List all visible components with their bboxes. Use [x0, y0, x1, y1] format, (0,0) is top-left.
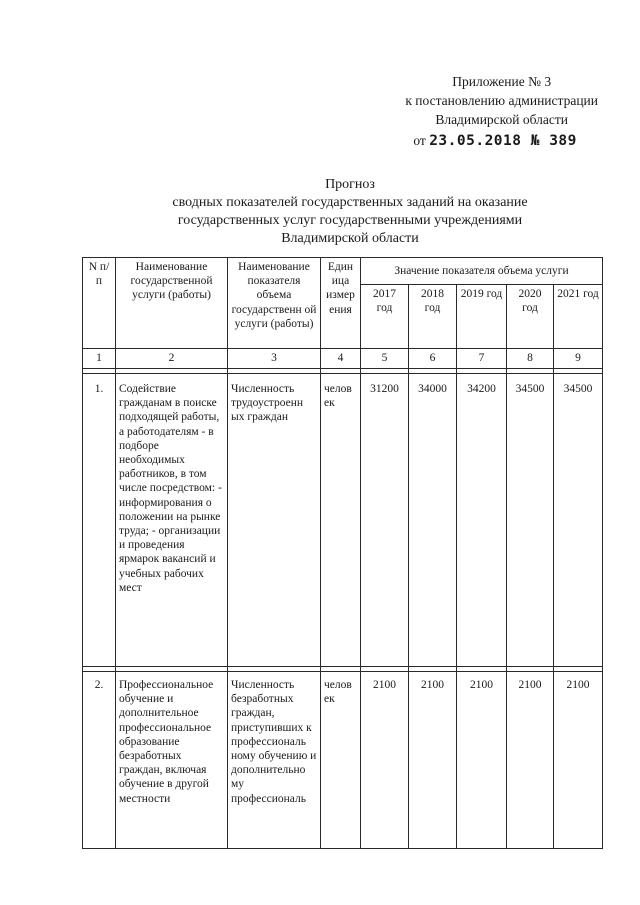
- column-number: 9: [554, 349, 603, 369]
- row-value-2018: 34000: [409, 374, 457, 667]
- appendix-number: Приложение № 3: [452, 74, 552, 89]
- row-service: Профессиональное обучение и дополнительное профессиональное образование безработных граждан, включая обучение в другой местности: [116, 672, 228, 849]
- row-value-2020: 2100: [507, 672, 554, 849]
- column-number: 2: [116, 349, 228, 369]
- date-stamp: 23.05.2018 № 389: [429, 133, 577, 149]
- document-title: [120, 176, 580, 248]
- header-num: N п/п: [83, 258, 116, 349]
- header-indicator: Наименование показателя объема государственн ой услуги (работы): [228, 258, 321, 349]
- appendix-region: Владимирской области: [435, 112, 569, 127]
- appendix-date-line: [405, 131, 598, 151]
- table-row: [83, 672, 603, 849]
- row-value-2019: 2100: [457, 672, 507, 849]
- row-value-2017: 2100: [361, 672, 409, 849]
- row-value-2017: 31200: [361, 374, 409, 667]
- appendix-resolution: к постановлению администрации: [405, 93, 598, 108]
- column-number: 8: [507, 349, 554, 369]
- row-value-2020: 34500: [507, 374, 554, 667]
- header-year: 2018 год: [409, 285, 457, 349]
- row-indicator: Численность трудоустроенн ых граждан: [228, 374, 321, 667]
- title-line-4: Владимирской области: [281, 231, 419, 246]
- header-year: 2017 год: [361, 285, 409, 349]
- header-value-group: Значение показателя объема услуги: [361, 258, 603, 285]
- table-row: [83, 374, 603, 667]
- row-value-2021: 34500: [554, 374, 603, 667]
- row-service: Содействие гражданам в поиске подходящей работы, а работодателям - в подборе необходимых работников, в том числе посредством: - информирования о положении на рынке труда; - организации и проведения ярмарок вакансий и учебных рабочих мест: [116, 374, 228, 667]
- header-unit: Един ица измер ения: [321, 258, 361, 349]
- forecast-table: [82, 257, 603, 849]
- row-value-2021: 2100: [554, 672, 603, 849]
- column-number-row: [83, 349, 603, 369]
- column-number: 5: [361, 349, 409, 369]
- row-value-2019: 34200: [457, 374, 507, 667]
- header-row-1: [83, 258, 603, 285]
- title-line-3: государственных услуг государственными учреждениями: [177, 213, 523, 228]
- header-year: 2021 год: [554, 285, 603, 349]
- column-number: 4: [321, 349, 361, 369]
- title-line-2: сводных показателей государственных заданий на оказание: [172, 195, 528, 210]
- header-year: 2019 год: [457, 285, 507, 349]
- column-number: 3: [228, 349, 321, 369]
- header-year: 2020 год: [507, 285, 554, 349]
- row-value-2018: 2100: [409, 672, 457, 849]
- row-num: 2.: [83, 672, 116, 849]
- row-num: 1.: [83, 374, 116, 667]
- row-unit: челов ек: [321, 672, 361, 849]
- date-prefix: от: [413, 133, 426, 148]
- column-number: 7: [457, 349, 507, 369]
- appendix-header: [405, 72, 598, 151]
- column-number: 6: [409, 349, 457, 369]
- row-unit: челов ек: [321, 374, 361, 667]
- header-service: Наименование государственной услуги (работы): [116, 258, 228, 349]
- column-number: 1: [83, 349, 116, 369]
- title-line-1: Прогноз: [325, 177, 375, 192]
- row-indicator: Численность безработных граждан, приступивших к профессиональ ному обучению и дополнительно му профессиональ: [228, 672, 321, 849]
